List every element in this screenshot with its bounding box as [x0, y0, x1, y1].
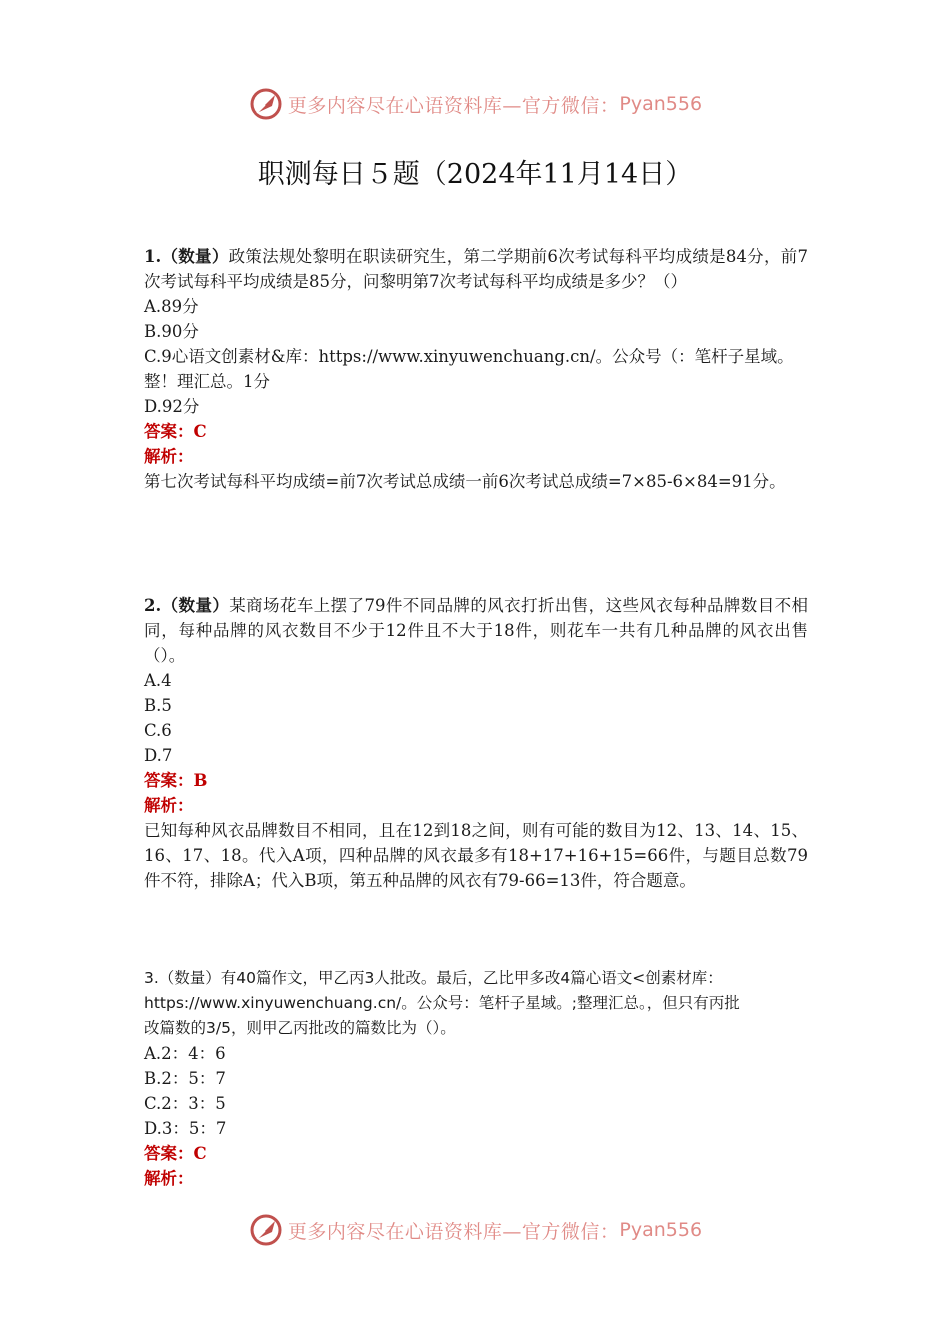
answer: 答案：B [144, 771, 208, 790]
question-2-text: 某商场花车上摆了79件不同品牌的风衣打折出售，这些风衣每种品牌数目不相同，每种品牌的风衣数目不少于12件且不大于18件，则花车一共有几种品牌的风衣出售（）。 [144, 596, 809, 665]
option-d: D.92分 [144, 397, 200, 416]
question-1-number: 1. [144, 247, 162, 266]
option-c: C.2：3：5 [144, 1094, 226, 1113]
option-b: B.2：5：7 [144, 1069, 226, 1088]
option-d: D.7 [144, 746, 173, 765]
analysis-label: 解析： [144, 1169, 194, 1188]
option-b: B.90分 [144, 322, 199, 341]
question-3-stem-line-2: https://www.xinyuwenchuang.cn/。公众号：笔杆子星域。;整理汇总。，但只有丙批 [144, 994, 740, 1012]
question-2-stem [144, 593, 808, 668]
quill-logo-icon [248, 86, 284, 122]
option-a: A.2：4：6 [144, 1044, 226, 1063]
option-a: A.4 [144, 671, 172, 690]
question-2 [144, 593, 808, 893]
header-banner [0, 84, 950, 124]
question-3 [144, 966, 808, 1191]
option-c-continued: 整！理汇总。1分 [144, 372, 270, 391]
quill-logo-icon [248, 1212, 284, 1248]
analysis-text: 第七次考试每科平均成绩=前7次考试总成绩一前6次考试总成绩=7×85-6×84=91分。 [144, 472, 786, 491]
banner-text: 更多内容尽在心语资料库—官方微信： [287, 1220, 620, 1243]
analysis-label: 解析： [144, 447, 194, 466]
option-c: C.6 [144, 721, 172, 740]
question-1-stem [144, 244, 808, 294]
answer: 答案：C [144, 422, 207, 441]
analysis-label: 解析： [144, 796, 194, 815]
question-1-tag: （数量） [161, 247, 229, 266]
option-a: A.89分 [144, 297, 199, 316]
page-title: 职测每日５题（2024年11月14日） [257, 159, 693, 190]
answer: 答案：C [144, 1144, 207, 1163]
banner-text: 更多内容尽在心语资料库—官方微信： [287, 94, 620, 117]
option-b: B.5 [144, 696, 172, 715]
question-3-stem-line-3: 改篇数的3/5，则甲乙丙批改的篇数比为（）。 [144, 1019, 456, 1037]
option-c: C.9心语文创素材&库：https://www.xinyuwenchuang.cn/。公众号（：笔杆子星域。 [144, 347, 794, 366]
footer-banner [0, 1210, 950, 1250]
question-1 [144, 244, 808, 494]
question-1-text: 政策法规处黎明在职读研究生，第二学期前6次考试每科平均成绩是84分，前7次考试每科平均成绩是85分，问黎明第7次考试每科平均成绩是多少？（） [144, 247, 809, 291]
analysis-text: 已知每种风衣品牌数目不相同，且在12到18之间，则有可能的数目为12、13、14、15、16、17、18。代入A项，四种品牌的风衣最多有18+17+16+15=66件，与题目总数79件不符，排除A；代入B项，第五种品牌的风衣有79-66=13件，符合题意。 [144, 821, 808, 890]
banner-wechat-id: Pyan556 [619, 93, 703, 115]
banner-wechat-id: Pyan556 [619, 1219, 703, 1241]
question-3-stem-line-1: 3.（数量）有40篇作文，甲乙丙3人批改。最后，乙比甲多改4篇心语文<创素材库： [144, 969, 723, 987]
option-d: D.3：5：7 [144, 1119, 227, 1138]
question-2-number: 2. [144, 596, 162, 615]
question-2-tag: （数量） [161, 596, 230, 615]
